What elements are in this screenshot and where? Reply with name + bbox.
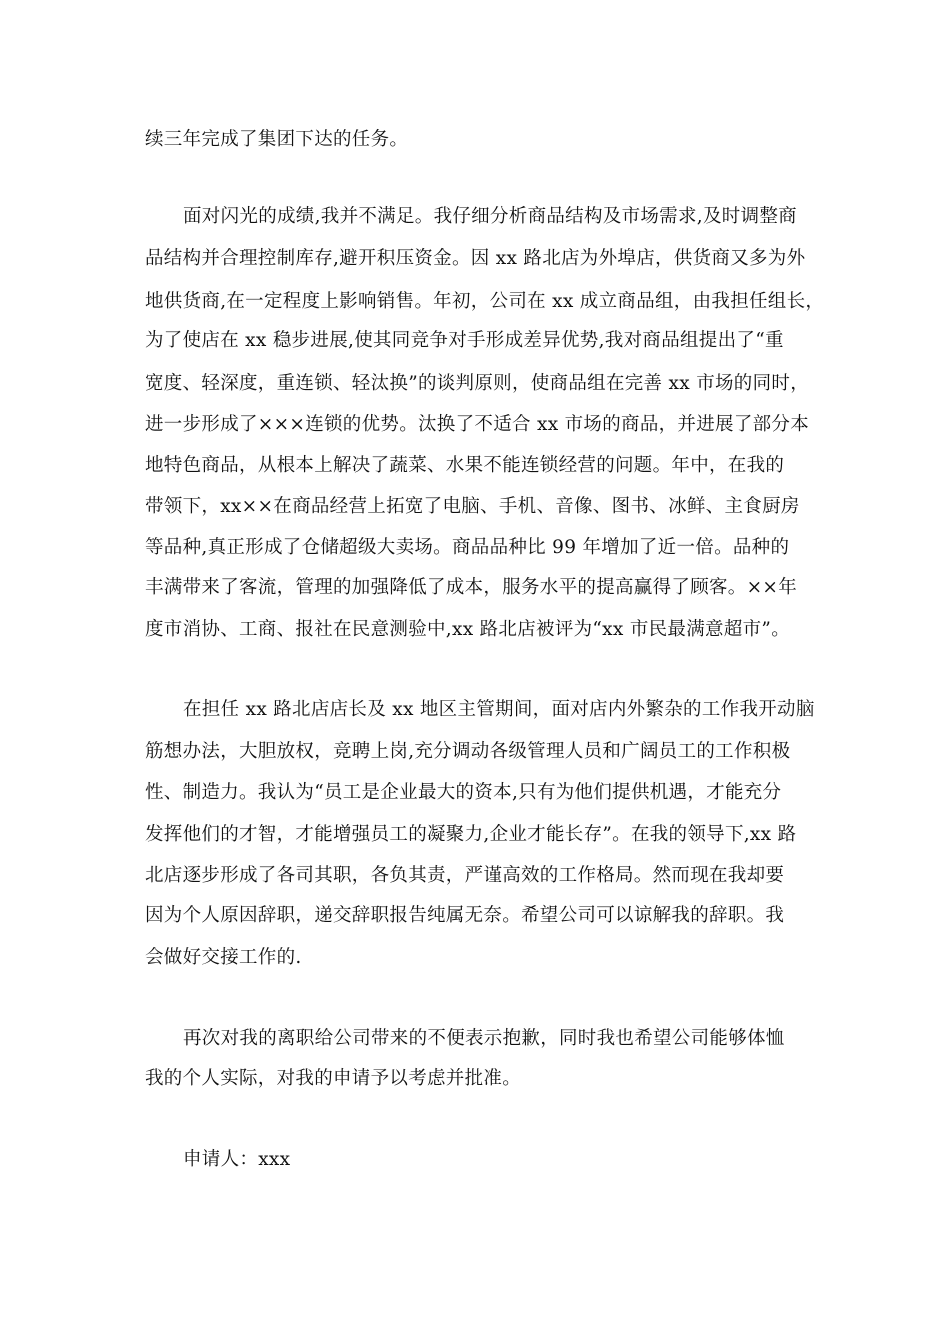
paragraph-2-line-5: 宽度、轻深度，重连锁、轻汰换”的谈判原则，使商品组在完善 xx 市场的同时， bbox=[145, 373, 809, 394]
paragraph-2-line-7: 地特色商品，从根本上解决了蔬菜、水果不能连锁经营的问题。年中，在我的 bbox=[145, 455, 785, 476]
paragraph-2-line-8: 带领下，xx××在商品经营上拓宽了电脑、手机、音像、图书、冰鲜、主食厨房 bbox=[145, 496, 800, 517]
paragraph-3-line-7: 会做好交接工作的. bbox=[145, 947, 302, 968]
paragraph-2-line-2: 品结构并合理控制库存,避开积压资金。因 xx 路北店为外埠店，供货商又多为外 bbox=[145, 248, 806, 269]
paragraph-3-line-2: 筋想办法，大胆放权，竞聘上岗,充分调动各级管理人员和广阔员工的工作积极 bbox=[145, 741, 791, 762]
paragraph-3-line-1: 在担任 xx 路北店店长及 xx 地区主管期间，面对店内外繁杂的工作我开动脑 bbox=[183, 699, 815, 720]
paragraph-4-line-2: 我的个人实际，对我的申请予以考虑并批准。 bbox=[145, 1068, 522, 1089]
paragraph-2-line-11: 度市消协、工商、报社在民意测验中,xx 路北店被评为“xx 市民最满意超市”。 bbox=[145, 619, 790, 640]
paragraph-1-line-1: 续三年完成了集团下达的任务。 bbox=[145, 129, 409, 150]
paragraph-3-line-3: 性、制造力。我认为“员工是企业最大的资本,只有为他们提供机遇，才能充分 bbox=[145, 782, 782, 803]
paragraph-2-line-9: 等品种,真正形成了仓储超级大卖场。商品品种比 99 年增加了近一倍。品种的 bbox=[145, 537, 790, 558]
paragraph-2-line-1: 面对闪光的成绩,我并不满足。我仔细分析商品结构及市场需求,及时调整商 bbox=[183, 206, 797, 227]
paragraph-2-line-6: 进一步形成了×××连锁的优势。汰换了不适合 xx 市场的商品，并进展了部分本 bbox=[145, 414, 810, 435]
paragraph-2-line-3: 地供货商,在一定程度上影响销售。年初，公司在 xx 成立商品组，由我担任组长， bbox=[145, 291, 825, 312]
paragraph-3-line-5: 北店逐步形成了各司其职，各负其责，严谨高效的工作格局。然而现在我却要 bbox=[145, 865, 785, 886]
paragraph-4-line-1: 再次对我的离职给公司带来的不便表示抱歉，同时我也希望公司能够体恤 bbox=[183, 1028, 785, 1049]
paragraph-2-line-10: 丰满带来了客流，管理的加强降低了成本，服务水平的提高赢得了顾客。××年 bbox=[145, 577, 798, 598]
paragraph-2-line-4: 为了使店在 xx 稳步进展,使其同竞争对手形成差异优势,我对商品组提出了“重 bbox=[145, 330, 784, 351]
paragraph-3-line-4: 发挥他们的才智，才能增强员工的凝聚力,企业才能长存”。在我的领导下,xx 路 bbox=[145, 824, 797, 845]
applicant-signature: 申请人：xxx bbox=[183, 1149, 291, 1170]
paragraph-3-line-6: 因为个人原因辞职，递交辞职报告纯属无奈。希望公司可以谅解我的辞职。我 bbox=[145, 905, 785, 926]
